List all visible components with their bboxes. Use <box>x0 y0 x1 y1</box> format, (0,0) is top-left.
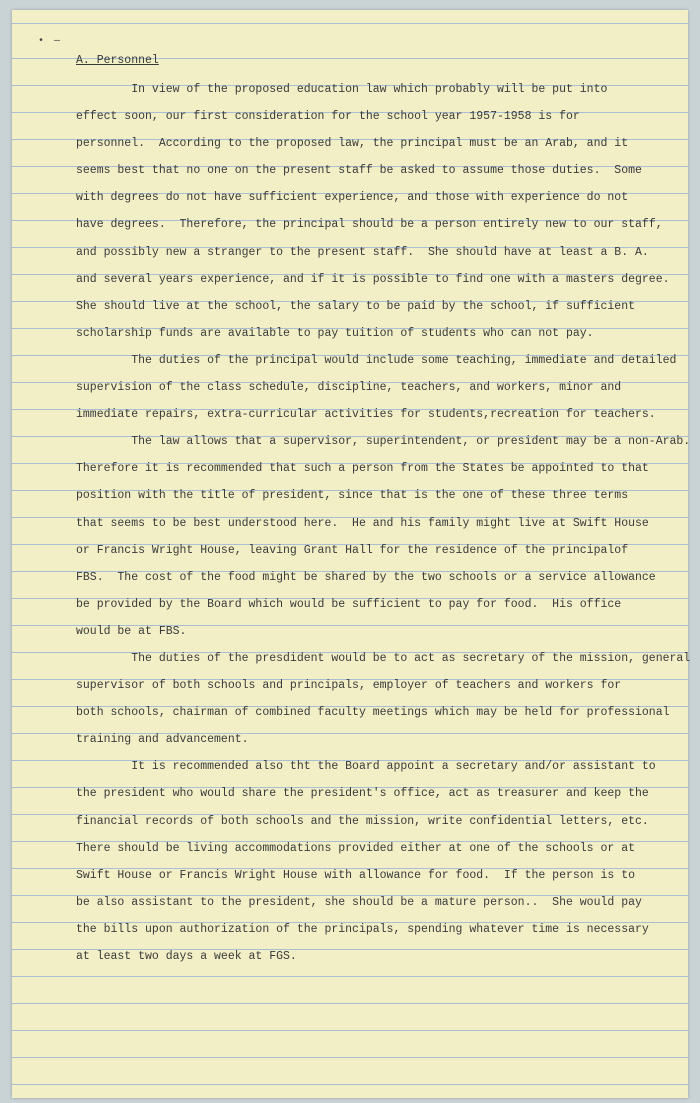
text-line: at least two days a week at FGS. <box>76 950 297 963</box>
text-line: The duties of the presdident would be to act as secretary of the mission, general <box>76 651 691 665</box>
text-line: FBS. The cost of the food might be shared by the two schools or a service allowance <box>76 570 656 584</box>
text-line: and possibly new a stranger to the present staff. She should have at least a B. A. <box>76 245 649 259</box>
text-line: and several years experience, and if it is possible to find one with a masters degree. <box>76 272 670 286</box>
text-line: be provided by the Board which would be sufficient to pay for food. His office <box>76 597 622 611</box>
text-line: be also assistant to the president, she should be a mature person.. She would pay <box>76 895 642 909</box>
text-line: the bills upon authorization of the principals, spending whatever time is necessary <box>76 922 649 936</box>
text-line: that seems to be best understood here. He and his family might live at Swift House <box>76 516 649 530</box>
text-line: The law allows that a supervisor, superintendent, or president may be a non-Arab. <box>76 435 691 449</box>
text-line: with degrees do not have sufficient experience, and those with experience do not <box>76 191 629 205</box>
text-line: position with the title of president, since that is the one of these three terms <box>76 489 629 503</box>
text-line: training and advancement. <box>76 733 249 747</box>
text-line: It is recommended also tht the Board appoint a secretary and/or assistant to <box>76 760 656 774</box>
document-body <box>76 76 691 970</box>
text-line: financial records of both schools and the mission, write confidential letters, etc. <box>76 814 649 828</box>
text-line: She should live at the school, the salary to be paid by the school, if sufficient <box>76 299 635 313</box>
text-line: Swift House or Francis Wright House with allowance for food. If the person is to <box>76 868 635 882</box>
text-line: or Francis Wright House, leaving Grant Hall for the residence of the principalof <box>76 543 629 557</box>
text-line: seems best that no one on the present staff be asked to assume those duties. Some <box>76 164 642 178</box>
text-line: scholarship funds are available to pay tuition of students who can not pay. <box>76 326 594 340</box>
text-line: have degrees. Therefore, the principal should be a person entirely new to our staff, <box>76 218 663 232</box>
text-line: effect soon, our first consideration for the school year 1957-1958 is for <box>76 110 580 124</box>
section-heading: A. Personnel <box>76 54 159 67</box>
corner-mark: • — <box>38 36 63 47</box>
text-line: The duties of the principal would include some teaching, immediate and detailed <box>76 353 677 367</box>
text-line: In view of the proposed education law which probably will be put into <box>76 83 608 96</box>
text-line: There should be living accommodations provided either at one of the schools or at <box>76 841 635 855</box>
text-line: would be at FBS. <box>76 624 187 638</box>
text-line: Therefore it is recommended that such a person from the States be appointed to that <box>76 462 649 476</box>
text-line: supervision of the class schedule, discipline, teachers, and workers, minor and <box>76 381 622 395</box>
text-line: personnel. According to the proposed law, the principal must be an Arab, and it <box>76 137 629 151</box>
text-line: the president who would share the president's office, act as treasurer and keep the <box>76 787 649 801</box>
text-line: immediate repairs, extra-curricular activities for students,recreation for teachers. <box>76 408 656 422</box>
typed-document-page <box>12 10 691 1098</box>
text-line: both schools, chairman of combined faculty meetings which may be held for professional <box>76 706 670 720</box>
text-line: supervisor of both schools and principals, employer of teachers and workers for <box>76 679 622 693</box>
